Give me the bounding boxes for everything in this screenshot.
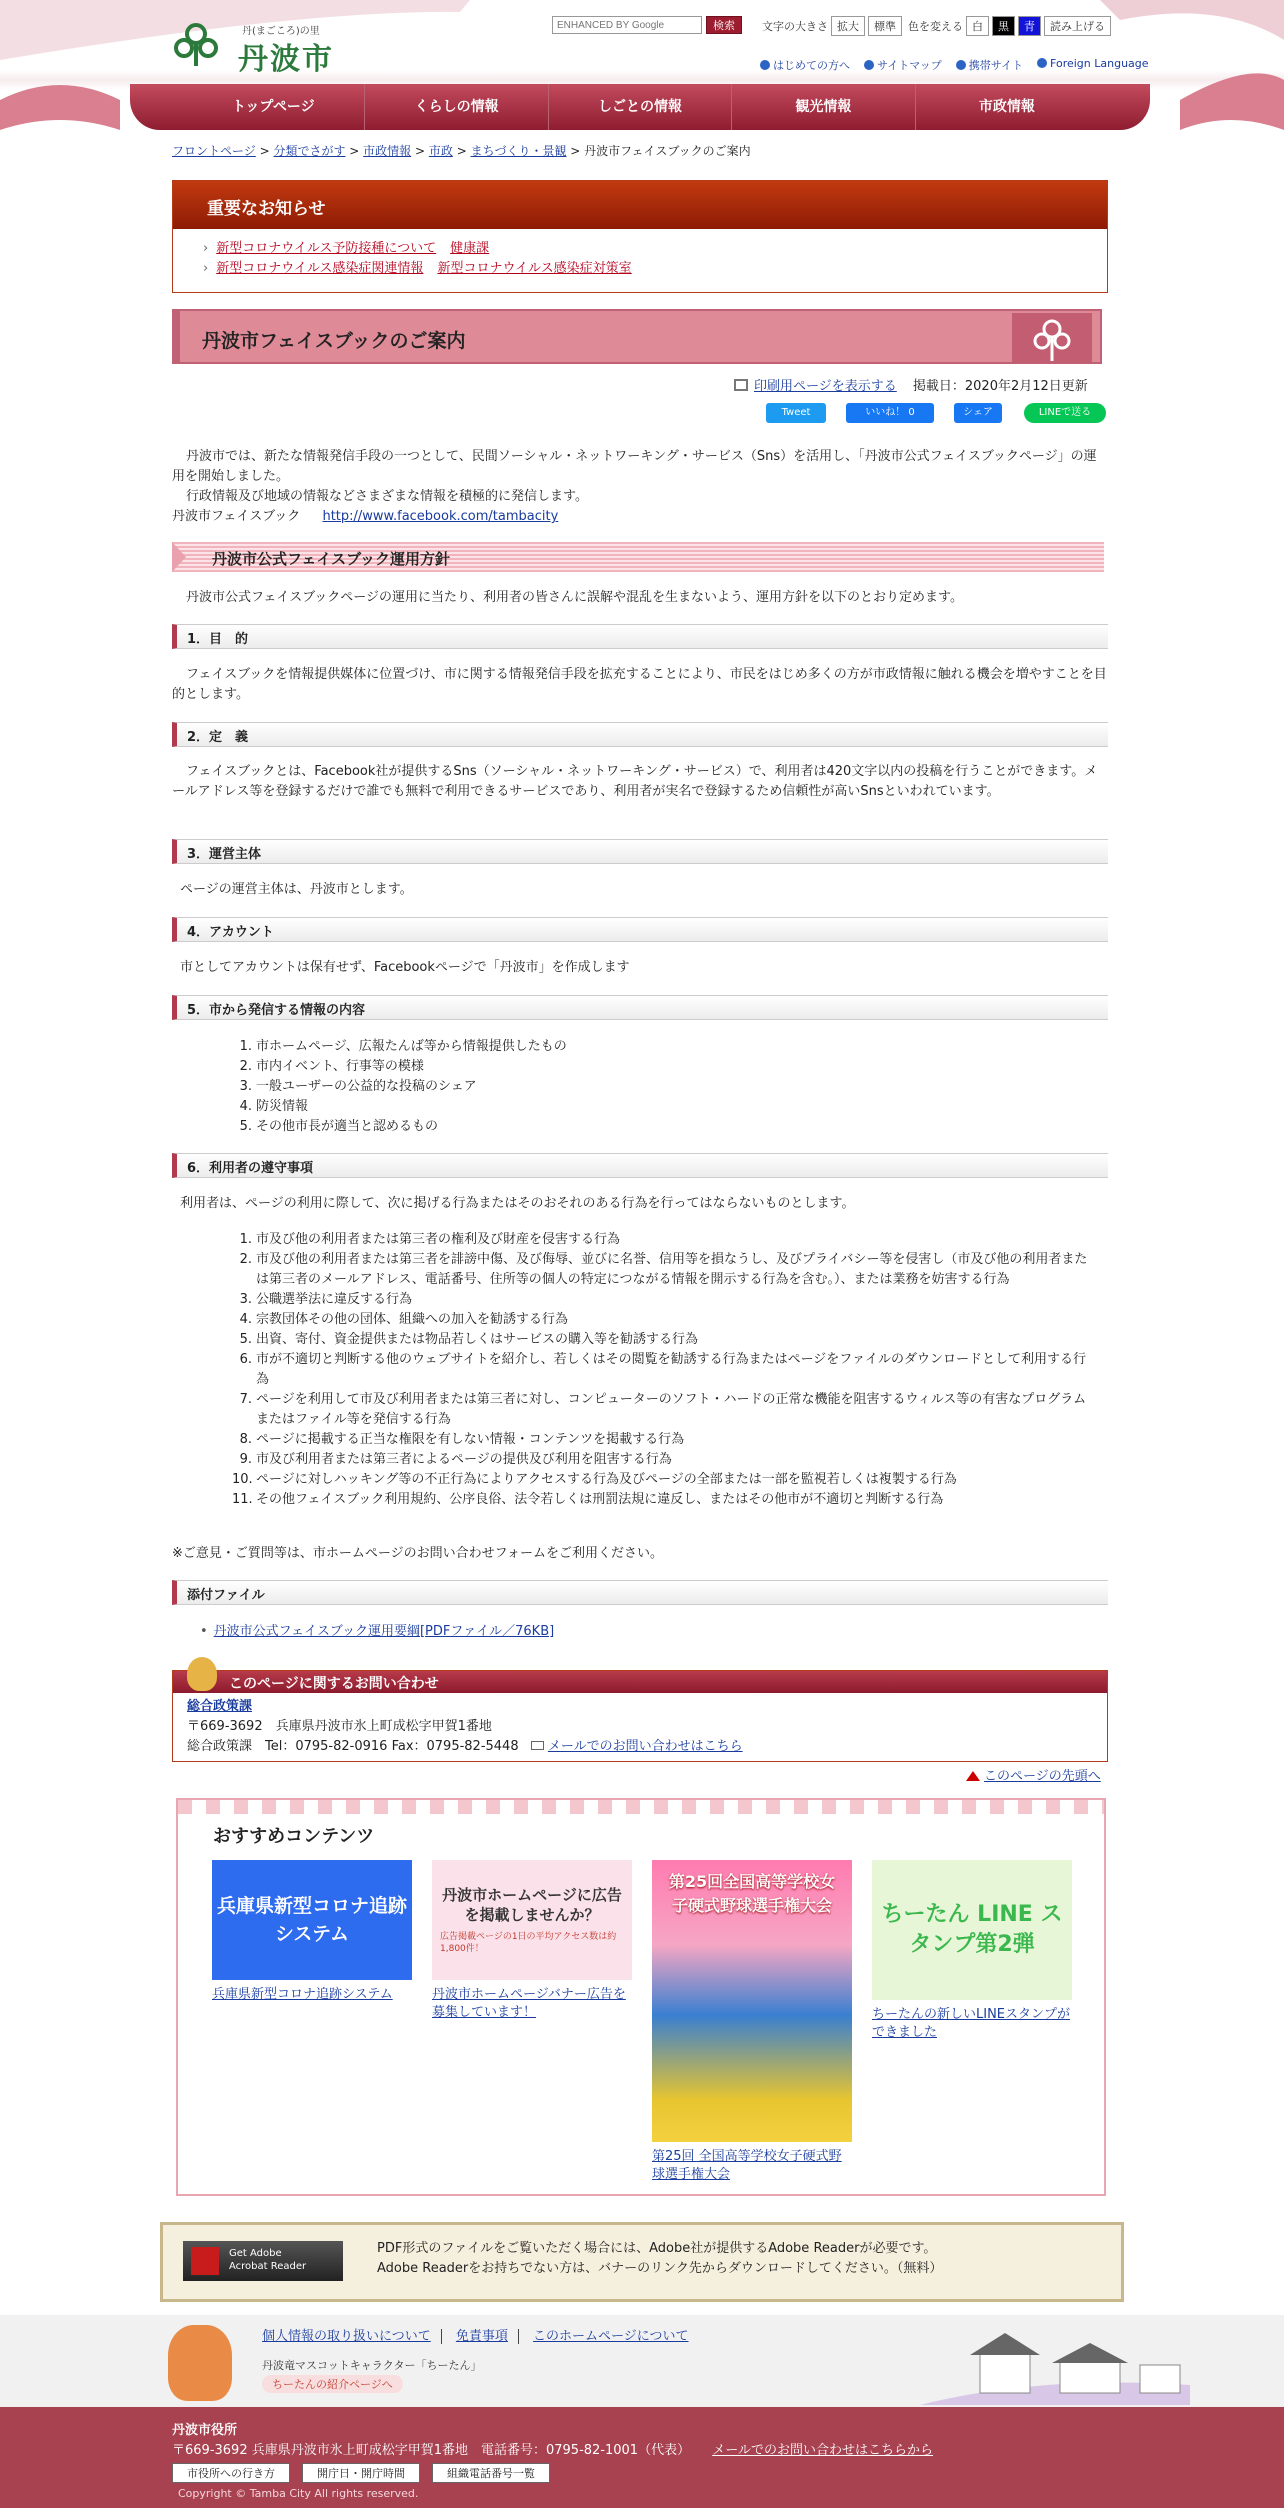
header-sublinks (746, 57, 1149, 73)
banner-covid-tracking[interactable] (212, 1860, 412, 2004)
intro-paragraph-2: 行政情報及び地域の情報などさまざまな情報を積極的に発信します。 (186, 489, 588, 504)
banner-advertising[interactable] (432, 1860, 632, 2022)
facebook-line (172, 507, 1108, 527)
mascot-page-button[interactable]: ちーたんの紹介ページへ (262, 2375, 403, 2393)
logo-title: 丹波市 (238, 42, 334, 77)
share-button[interactable]: シェア (954, 403, 1002, 423)
contact-phone-row (187, 1737, 1093, 1757)
acrobat-icon (191, 2247, 219, 2275)
nav-city-admin[interactable]: 市政情報 (978, 99, 1035, 115)
attachment-pdf-link[interactable]: 丹波市公式フェイスブック運用要綱[PDFファイル／76KB] (213, 1624, 555, 1639)
notice-item (203, 239, 1077, 259)
nav-top[interactable]: トップページ (182, 84, 365, 130)
policy-heading (172, 542, 1104, 572)
list-item: 3. 公職選挙法に違反する行為 (239, 1292, 413, 1307)
site-logo[interactable] (172, 20, 334, 77)
notice-list (173, 229, 1107, 289)
about-site-link[interactable]: このホームページについて (533, 2329, 689, 2344)
info-content-list (232, 1037, 1092, 1137)
list-item: 5. 出資、寄付、資金提供または物品若しくはサービスの購入等を勧誘する行為 (239, 1332, 699, 1347)
banner-baseball[interactable] (652, 1860, 852, 2184)
facebook-label: 丹波市フェイスブック (172, 509, 301, 524)
contact-title: このページに関するお問い合わせ (173, 1671, 1107, 1693)
notice-dept-link[interactable]: 健康課 (450, 241, 490, 256)
link-first-time[interactable]: はじめての方へ (760, 57, 850, 73)
printer-icon (734, 379, 748, 391)
mascot-caption: 丹波竜マスコットキャラクター「ちーたん」 (262, 2359, 482, 2372)
text-size-bigger-button[interactable]: 拡大 (831, 16, 865, 36)
list-item: 4. 防災情報 (239, 1099, 309, 1114)
list-item: 1. 市ホームページ、広報たんば等から情報提供したもの (239, 1039, 567, 1054)
copyright: Copyright © Tamba City All rights reserved. (178, 2487, 419, 2500)
section-text: フェイスブックとは、Facebook社が提供するSns（ソーシャル・ネットワーキング・サービス）で、利用者は420文字以内の投稿を行うことができます。メールアドレス等を登録するだけで誰でも無料で利用できるサービスであり、利用者が実名で登録するため信頼性が高いSnsといわれています。 (172, 764, 1098, 799)
nav-living[interactable]: くらしの情報 (365, 84, 548, 130)
notice-link[interactable]: 新型コロナウイルス予防接種について (216, 241, 437, 256)
arrow-circle-icon (1037, 58, 1047, 68)
list-item: 6. 市が不適切と判断する他のウェブサイトを紹介し、若しくはその閲覧を勧誘する行為またはページをファイルのダウンロードとして利用する行為 (239, 1352, 1087, 1387)
important-notice (172, 180, 1108, 293)
directions-button[interactable]: 市役所への行き方 (172, 2463, 290, 2483)
color-label: 色を変える (908, 20, 963, 33)
banner-caption[interactable]: 丹波市ホームページバナー広告を募集しています！ (432, 1987, 626, 2020)
footer-org-name: 丹波市役所 (172, 2423, 238, 2438)
list-item: 10. ページに対しハッキング等の不正行為によりアクセスする行為及びページの全部または一部を監視若しくは複製する行為 (232, 1472, 957, 1487)
text-size-normal-button[interactable]: 標準 (868, 16, 902, 36)
contact-box (172, 1670, 1108, 1762)
list-item: 2. 市及び他の利用者または第三者を誹謗中傷、及び侮辱、並びに名誉、信用等を損なうし、及びプライバシー等を侵害し（市及び他の利用者または第三者のメールアドレス、電話番号、住所等の個人の特定につながる情報を開示する行為を含む。）、または業務を妨害する行為 (239, 1252, 1088, 1287)
back-to-top-link[interactable]: このページの先頭へ (984, 1769, 1101, 1784)
section-text: 利用者は、ページの利用に際して、次に掲げる行為またはそのおそれのある行為を行ってはならないものとします。 (180, 1196, 855, 1211)
list-item: 7. ページを利用して市及び利用者または第三者に対し、コンピューターのソフト・ハードの正常な機能を阻害するウィルス等の有害なプログラムまたはファイル等を発信する行為 (239, 1392, 1087, 1427)
logo-watermark-icon (1012, 313, 1092, 363)
contact-mail-link[interactable]: メールでのお問い合わせはこちら (547, 1739, 743, 1754)
breadcrumb-link[interactable]: フロントページ (172, 144, 256, 158)
list-item: 3. 一般ユーザーの公益的な投稿のシェア (239, 1079, 477, 1094)
banner-caption[interactable]: 第25回 全国高等学校女子硬式野球選手権大会 (652, 2149, 842, 2182)
notice-dept-link[interactable]: 新型コロナウイルス感染症対策室 (437, 261, 632, 276)
back-to-top[interactable] (966, 1765, 1101, 1784)
footer-address-row (172, 2439, 933, 2458)
section-heading: 5．市から発信する情報の内容 (172, 995, 1108, 1020)
breadcrumb-current: 丹波市フェイスブックのご案内 (584, 144, 751, 158)
contact-body (173, 1693, 1107, 1761)
contact-dept-link[interactable]: 総合政策課 (187, 1699, 253, 1714)
get-adobe-reader-button[interactable]: Get Adobe Acrobat Reader (183, 2241, 343, 2281)
color-black-button[interactable]: 黒 (992, 16, 1015, 36)
mascot-icon (187, 1657, 217, 1691)
link-foreign-language[interactable]: Foreign Language (1037, 57, 1149, 73)
adobe-reader-box (160, 2222, 1124, 2302)
banner-line-stamp[interactable] (872, 1860, 1072, 2042)
list-item: 9. 市及び利用者または第三者によるページの提供及び利用を阻害する行為 (239, 1452, 672, 1467)
banner-caption[interactable]: 兵庫県新型コロナ追跡システム (212, 1987, 393, 2002)
section-text: ページの運営主体は、丹波市とします。 (180, 882, 413, 897)
office-hours-button[interactable]: 開庁日・開庁時間 (302, 2463, 420, 2483)
mail-icon (531, 1741, 544, 1750)
heading-arrow-icon (172, 542, 200, 572)
section-heading: 1．目 的 (172, 624, 1108, 649)
tweet-button[interactable]: Tweet (766, 403, 826, 423)
arrow-circle-icon (956, 60, 966, 70)
section-text: 市としてアカウントは保有せず、Facebookページで「丹波市」を作成します (180, 960, 630, 975)
list-item: 4. 宗教団体その他の団体、組織への加入を勧誘する行為 (239, 1312, 569, 1327)
attachment-heading: 添付ファイル (172, 1580, 1108, 1605)
global-nav (130, 84, 1150, 130)
nav-tourism[interactable]: 観光情報 (732, 84, 915, 130)
search-input[interactable] (552, 16, 702, 34)
read-aloud-button[interactable]: 読み上げる (1044, 16, 1111, 36)
inquiry-note: ※ご意見・ご質問等は、市ホームページのお問い合わせフォームをご利用ください。 (172, 1546, 663, 1561)
contact-address: 〒669-3692 兵庫県丹波市氷上町成松字甲賀1番地 (187, 1719, 492, 1734)
link-mobile[interactable]: 携帯サイト (956, 57, 1023, 73)
site-footer (0, 2407, 1284, 2508)
bullet-icon: • (200, 1624, 208, 1639)
arrow-circle-icon (760, 60, 770, 70)
adobe-text: PDF形式のファイルをご覧いただく場合には、Adobe社が提供するAdobe Readerが必要です。 Adobe Readerをお持ちでない方は、バナーのリンク先からダウンロードしてください。（無料） (377, 2241, 943, 2276)
notice-title: 重要なお知らせ (173, 181, 1107, 229)
list-item: 8. ページに掲載する正当な権限を有しない情報・コンテンツを掲載する行為 (239, 1432, 685, 1447)
breadcrumb-link[interactable]: 市政 (428, 144, 453, 158)
breadcrumb-link[interactable]: 分類でさがす (273, 144, 346, 158)
breadcrumb-link[interactable]: 市政情報 (363, 144, 412, 158)
breadcrumb: フロントページ > 分類でさがす > 市政情報 > 市政 > まちづくり・景観 > 丹波市フェイスブックのご案内 (172, 144, 751, 158)
footer-address: 〒669-3692 兵庫県丹波市氷上町成松字甲賀1番地 電話番号：0795-82-1001（代表） (172, 2443, 691, 2458)
scallop-border (178, 1800, 1104, 1814)
privacy-link[interactable]: 個人情報の取り扱いについて (262, 2329, 442, 2344)
facebook-url-link[interactable]: http://www.facebook.com/tambacity (322, 509, 559, 524)
breadcrumb-link[interactable]: まちづくり・景観 (470, 144, 567, 158)
page-title: 丹波市フェイスブックのご案内 (202, 330, 466, 352)
policy-title: 丹波市公式フェイスブック運用方針 (212, 550, 451, 568)
tamba-logo-icon (172, 20, 220, 68)
banner-caption[interactable]: ちーたんの新しいLINEスタンプができました (872, 2007, 1071, 2040)
arrow-circle-icon (864, 60, 874, 70)
banner-image: 丹波市ホームページに広告を掲載しませんか？ 広告掲載ページの1日の平均アクセス数は約1,800件！ (432, 1860, 632, 1980)
banner-subtext: 広告掲載ページの1日の平均アクセス数は約1,800件！ (440, 1932, 617, 1954)
site-search (552, 16, 742, 34)
updated-date: 掲載日：2020年2月12日更新 (912, 379, 1088, 394)
logo-subtitle: 丹(まごころ)の里 (242, 26, 320, 37)
print-row (734, 375, 1088, 394)
banner-image: ちーたん LINE スタンプ第2弾 (872, 1860, 1072, 2000)
section-text: フェイスブックを情報提供媒体に位置づけ、市に関する情報発信手段を拡充することにより、市民をはじめ多くの方が市政情報に触れる機会を増やすことを目的とします。 (172, 667, 1107, 702)
color-blue-button[interactable]: 青 (1018, 16, 1041, 36)
accessibility-tools (762, 16, 1111, 36)
list-item: 2. 市内イベント、行事等の模様 (239, 1059, 424, 1074)
policy-intro: 丹波市公式フェイスブックページの運用に当たり、利用者の皆さんに誤解や混乱を生まないよう、運用方針を以下のとおり定めます。 (186, 590, 964, 605)
section-heading: 3．運営主体 (172, 839, 1108, 864)
chitan-mascot-icon (168, 2325, 232, 2401)
footer-mail-link[interactable]: メールでのお問い合わせはこちらから (712, 2443, 933, 2458)
line-share-button[interactable]: LINEで送る (1024, 403, 1106, 423)
banner-image: 第25回全国高等学校女子硬式野球選手権大会 (652, 1860, 852, 2142)
attachment-row (172, 1622, 1108, 1642)
disclaimer-link[interactable]: 免責事項 (456, 2329, 519, 2344)
page-title-box (172, 309, 1102, 364)
footer-links-area (0, 2315, 1284, 2407)
print-link[interactable]: 印刷用ページを表示する (754, 379, 897, 394)
site-header (0, 0, 1284, 140)
footer-links (262, 2325, 709, 2344)
castle-illustration-icon (920, 2325, 1190, 2405)
text-size-label: 文字の大きさ (762, 20, 828, 33)
notice-link[interactable]: 新型コロナウイルス感染症関連情報 (216, 261, 424, 276)
recommended-contents (176, 1798, 1106, 2196)
banner-image: 兵庫県新型コロナ追跡システム (212, 1860, 412, 1980)
section-heading: 2．定 義 (172, 722, 1108, 747)
prohibited-acts-list (232, 1230, 1092, 1510)
nav-work[interactable]: しごとの情報 (549, 84, 732, 130)
notice-item (203, 259, 1077, 279)
phone-directory-button[interactable]: 組織電話番号一覧 (432, 2463, 550, 2483)
intro-paragraph: 丹波市では、新たな情報発信手段の一つとして、民間ソーシャル・ネットワーキング・サービス（Sns）を活用し、「丹波市公式フェイスブックページ」の運用を開始しました。 (172, 449, 1097, 484)
list-item: 11. その他フェイスブック利用規約、公序良俗、法令若しくは刑罰法規に違反し、またはその他市が不適切と判断する行為 (232, 1492, 944, 1507)
contact-phone: 総合政策課 Tel：0795-82-0916 Fax：0795-82-5448 (187, 1739, 519, 1754)
list-item: 1. 市及び他の利用者または第三者の権利及び財産を侵害する行為 (239, 1232, 621, 1247)
search-button[interactable]: 検索 (706, 16, 742, 34)
color-white-button[interactable]: 白 (966, 16, 989, 36)
recommended-title: おすすめコンテンツ (213, 1826, 375, 1847)
link-sitemap[interactable]: サイトマップ (864, 57, 942, 73)
footer-buttons (172, 2463, 562, 2483)
section-heading: 4．アカウント (172, 917, 1108, 942)
up-arrow-icon (966, 1771, 980, 1781)
section-heading: 6．利用者の遵守事項 (172, 1153, 1108, 1178)
list-item: 5. その他市長が適当と認めるもの (239, 1119, 439, 1134)
like-button[interactable]: いいね！ 0 (846, 403, 934, 423)
